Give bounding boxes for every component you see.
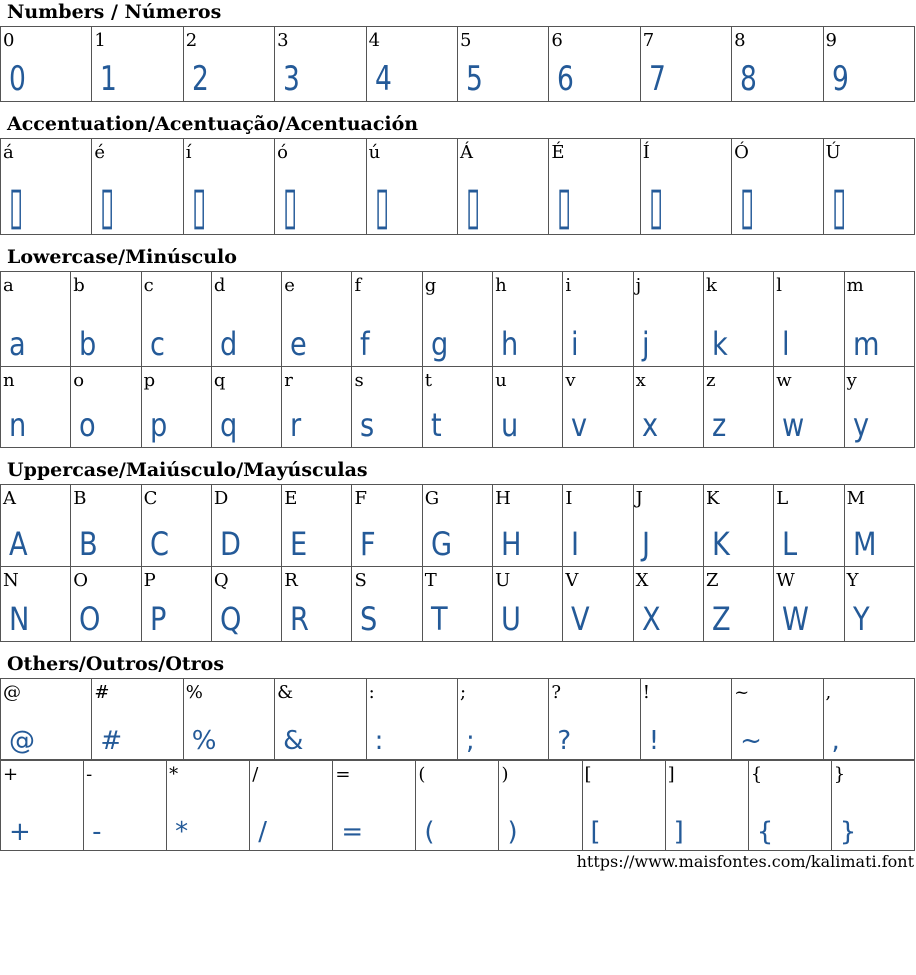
char-cell — [703, 485, 773, 567]
char-label: P — [143, 570, 156, 591]
char-cell — [549, 679, 640, 760]
char-glyph-sample: g — [430, 325, 449, 363]
char-label: A — [3, 488, 16, 509]
accentuation-grid — [0, 138, 915, 235]
char-cell — [703, 567, 773, 642]
char-glyph-sample: F — [360, 525, 377, 563]
char-cell — [633, 367, 703, 448]
char-glyph-sample: ▯ — [283, 176, 298, 235]
char-glyph-sample: A — [9, 525, 28, 563]
char-glyph-sample: 0 — [9, 59, 26, 99]
lowercase-grid — [0, 271, 915, 448]
char-label: ú — [368, 142, 381, 163]
char-cell — [275, 679, 366, 760]
char-cell — [823, 27, 914, 102]
char-label: ! — [642, 682, 650, 703]
char-glyph-sample: p — [149, 406, 167, 444]
char-cell — [563, 567, 633, 642]
char-label: Ó — [734, 142, 749, 163]
char-glyph-sample: d — [219, 325, 238, 363]
char-glyph-sample: 1 — [100, 59, 118, 99]
char-label: r — [284, 370, 293, 391]
char-label: : — [368, 682, 375, 703]
char-label: k — [705, 275, 717, 296]
char-glyph-sample: u — [501, 406, 519, 444]
char-cell — [823, 679, 914, 760]
char-glyph-sample: l — [782, 325, 790, 363]
char-cell — [844, 567, 914, 642]
char-glyph-sample: v — [571, 406, 588, 444]
char-glyph-sample: ▯ — [191, 176, 207, 235]
char-glyph-sample: 5 — [465, 59, 483, 99]
char-label: [ — [584, 764, 592, 785]
char-label: S — [354, 570, 367, 591]
char-label: } — [833, 764, 846, 785]
char-label: 6 — [551, 30, 563, 51]
char-glyph-sample: ( — [424, 817, 435, 847]
char-cell — [774, 485, 844, 567]
char-glyph-sample: L — [782, 525, 798, 563]
char-glyph-sample: 8 — [740, 59, 758, 99]
char-glyph-sample: R — [290, 600, 310, 638]
char-label: K — [705, 488, 720, 509]
char-cell — [703, 367, 773, 448]
char-label: 8 — [734, 30, 746, 51]
char-glyph-sample: Q — [219, 600, 242, 638]
char-cell — [831, 761, 914, 851]
char-label: i — [565, 275, 572, 296]
char-cell — [1, 272, 71, 367]
char-cell — [732, 27, 823, 102]
char-cell — [422, 485, 492, 567]
char-label: D — [213, 488, 229, 509]
char-glyph-sample: [ — [590, 817, 601, 847]
char-cell — [563, 367, 633, 448]
char-cell — [457, 27, 548, 102]
char-cell — [141, 567, 211, 642]
char-cell — [92, 139, 183, 235]
char-glyph-sample: U — [501, 600, 521, 638]
char-label: á — [3, 142, 14, 163]
char-cell — [282, 272, 352, 367]
others-title: Others/Outros/Otros — [7, 653, 225, 675]
char-label: p — [143, 370, 156, 391]
char-glyph-sample: n — [9, 406, 27, 444]
char-cell — [844, 367, 914, 448]
lowercase-row-2 — [1, 367, 915, 448]
char-glyph-sample: a — [9, 325, 26, 363]
char-label: n — [3, 370, 15, 391]
char-cell — [92, 679, 183, 760]
char-glyph-sample: i — [571, 325, 579, 363]
char-label: l — [776, 275, 783, 296]
char-glyph-sample: ▯ — [9, 176, 24, 235]
char-glyph-sample: 6 — [557, 59, 575, 99]
char-glyph-sample: x — [641, 406, 658, 444]
char-glyph-sample: / — [258, 817, 267, 847]
lowercase-title: Lowercase/Minúsculo — [7, 246, 237, 268]
others-grid-1 — [0, 678, 915, 760]
char-cell — [352, 367, 422, 448]
char-cell — [167, 761, 250, 851]
char-glyph-sample: ▯ — [648, 176, 664, 235]
char-cell — [282, 485, 352, 567]
char-label: O — [73, 570, 89, 591]
char-label: j — [635, 275, 642, 296]
char-label: * — [169, 764, 179, 785]
char-glyph-sample: s — [360, 406, 375, 444]
numbers-title: Numbers / Números — [7, 1, 222, 23]
char-glyph-sample: w — [782, 406, 805, 444]
char-label: + — [3, 764, 19, 785]
char-glyph-sample: c — [149, 325, 165, 363]
char-cell — [640, 679, 731, 760]
char-cell — [211, 367, 281, 448]
char-glyph-sample: T — [430, 600, 448, 638]
char-glyph-sample: ; — [465, 726, 475, 756]
char-label: f — [354, 275, 362, 296]
char-glyph-sample: ] — [673, 817, 684, 847]
char-label: 7 — [642, 30, 655, 51]
numbers-grid — [0, 26, 915, 102]
char-glyph-sample: = — [341, 817, 364, 847]
char-glyph-sample: 7 — [648, 59, 666, 99]
char-label: L — [776, 488, 789, 509]
char-cell — [1, 27, 92, 102]
char-glyph-sample: ▯ — [100, 176, 115, 235]
char-glyph-sample: 2 — [191, 59, 209, 99]
uppercase-grid — [0, 484, 915, 642]
char-label: a — [3, 275, 14, 296]
char-label: 0 — [3, 30, 15, 51]
others-row-1 — [1, 679, 915, 760]
char-glyph-sample: Y — [852, 600, 870, 638]
char-glyph-sample: @ — [9, 726, 35, 756]
char-glyph-sample: + — [9, 817, 31, 847]
char-cell — [774, 272, 844, 367]
char-cell — [211, 485, 281, 567]
char-label: e — [284, 275, 295, 296]
char-cell — [141, 485, 211, 567]
char-glyph-sample: f — [360, 325, 371, 363]
accentuation-title: Accentuation/Acentuação/Acentuación — [7, 113, 419, 135]
char-label: t — [424, 370, 433, 391]
char-glyph-sample: O — [79, 600, 101, 638]
char-label: b — [73, 275, 85, 296]
char-glyph-sample: % — [191, 726, 217, 756]
char-label: d — [213, 275, 226, 296]
char-cell — [499, 761, 582, 851]
char-glyph-sample: ? — [557, 726, 572, 756]
char-label: Á — [459, 142, 473, 163]
char-label: / — [252, 764, 259, 785]
char-glyph-sample: 4 — [374, 59, 392, 99]
char-glyph-sample: & — [283, 726, 304, 756]
char-label: J — [635, 488, 643, 509]
char-cell — [211, 567, 281, 642]
char-glyph-sample: ▯ — [374, 176, 389, 235]
char-label: E — [284, 488, 298, 509]
char-cell — [640, 139, 731, 235]
char-label: T — [424, 570, 437, 591]
char-label: Í — [642, 142, 650, 163]
char-cell — [275, 27, 366, 102]
char-glyph-sample: ▯ — [740, 176, 755, 235]
char-cell — [92, 27, 183, 102]
char-cell — [640, 27, 731, 102]
char-glyph-sample: t — [430, 406, 442, 444]
char-cell — [1, 761, 84, 851]
char-label: 4 — [368, 30, 381, 51]
char-label: W — [776, 570, 795, 591]
char-glyph-sample: B — [79, 525, 98, 563]
char-glyph-sample: } — [839, 817, 857, 847]
char-cell — [250, 761, 333, 851]
char-glyph-sample: N — [9, 600, 30, 638]
char-label: 5 — [459, 30, 472, 51]
char-cell — [549, 27, 640, 102]
char-label: H — [495, 488, 511, 509]
char-label: g — [424, 275, 437, 296]
char-label: M — [846, 488, 865, 509]
char-label: í — [185, 142, 192, 163]
char-cell — [183, 139, 274, 235]
char-cell — [633, 485, 703, 567]
char-cell — [211, 272, 281, 367]
numbers-row — [1, 27, 915, 102]
char-label: & — [277, 682, 294, 703]
char-cell — [141, 272, 211, 367]
char-cell — [422, 567, 492, 642]
char-cell — [1, 139, 92, 235]
char-cell — [844, 272, 914, 367]
char-cell — [633, 272, 703, 367]
char-glyph-sample: { — [756, 817, 774, 847]
char-cell — [416, 761, 499, 851]
char-label: { — [750, 764, 763, 785]
char-cell — [366, 27, 457, 102]
char-glyph-sample: h — [501, 325, 519, 363]
char-cell — [333, 761, 416, 851]
char-glyph-sample: I — [571, 525, 580, 563]
char-cell — [563, 485, 633, 567]
char-cell — [71, 367, 141, 448]
char-label: Z — [705, 570, 719, 591]
char-glyph-sample: , — [831, 726, 840, 756]
char-glyph-sample: q — [219, 406, 238, 444]
char-cell — [774, 567, 844, 642]
char-label: G — [424, 488, 440, 509]
char-label: V — [565, 570, 579, 591]
char-label: h — [495, 275, 507, 296]
char-label: B — [73, 488, 87, 509]
char-label: o — [73, 370, 85, 391]
char-glyph-sample: P — [149, 600, 166, 638]
char-cell — [563, 272, 633, 367]
char-label: s — [354, 370, 364, 391]
char-glyph-sample: G — [430, 525, 452, 563]
char-glyph-sample: ▯ — [465, 176, 481, 235]
uppercase-row-2 — [1, 567, 915, 642]
char-glyph-sample: 9 — [831, 59, 849, 99]
char-cell — [844, 485, 914, 567]
char-cell — [422, 367, 492, 448]
char-glyph-sample: ▯ — [557, 176, 572, 235]
others-grid-2 — [0, 760, 915, 851]
char-glyph-sample: ! — [648, 726, 660, 756]
char-glyph-sample: S — [360, 600, 378, 638]
uppercase-title: Uppercase/Maiúsculo/Mayúsculas — [7, 459, 368, 481]
char-cell — [1, 679, 92, 760]
char-label: m — [846, 275, 864, 296]
char-cell — [141, 367, 211, 448]
char-cell — [422, 272, 492, 367]
char-label: u — [495, 370, 507, 391]
char-label: C — [143, 488, 158, 509]
char-cell — [183, 679, 274, 760]
char-cell — [1, 567, 71, 642]
char-glyph-sample: H — [501, 525, 522, 563]
char-cell — [282, 367, 352, 448]
char-label: Ú — [825, 142, 841, 163]
char-label: @ — [3, 682, 21, 703]
char-cell — [549, 139, 640, 235]
char-cell — [352, 485, 422, 567]
char-label: z — [705, 370, 716, 391]
char-label: 9 — [825, 30, 837, 51]
char-label: - — [86, 764, 93, 785]
uppercase-row-1 — [1, 485, 915, 567]
char-cell — [457, 139, 548, 235]
char-cell — [183, 27, 274, 102]
char-cell — [366, 679, 457, 760]
char-glyph-sample: M — [852, 525, 877, 563]
char-glyph-sample: b — [79, 325, 97, 363]
char-label: q — [213, 370, 226, 391]
char-label: v — [565, 370, 576, 391]
char-cell — [84, 761, 167, 851]
char-label: 1 — [94, 30, 106, 51]
char-glyph-sample: - — [92, 817, 102, 847]
char-glyph-sample: W — [782, 600, 810, 638]
char-label: , — [825, 682, 832, 703]
char-cell — [352, 272, 422, 367]
char-glyph-sample: ~ — [740, 726, 762, 756]
char-glyph-sample: 3 — [283, 59, 301, 99]
lowercase-row-1 — [1, 272, 915, 367]
char-cell — [703, 272, 773, 367]
char-glyph-sample: X — [641, 600, 661, 638]
char-cell — [1, 367, 71, 448]
char-label: Q — [213, 570, 229, 591]
char-glyph-sample: z — [711, 406, 727, 444]
char-glyph-sample: E — [290, 525, 308, 563]
char-cell — [493, 272, 563, 367]
char-glyph-sample: * — [175, 817, 189, 847]
char-label: ? — [551, 682, 561, 703]
char-cell — [633, 567, 703, 642]
char-cell — [71, 485, 141, 567]
char-label: ) — [501, 764, 509, 785]
char-label: ~ — [734, 682, 750, 703]
char-glyph-sample: y — [852, 406, 869, 444]
char-label: I — [565, 488, 573, 509]
char-label: ó — [277, 142, 289, 163]
char-label: ] — [667, 764, 675, 785]
char-cell — [275, 139, 366, 235]
char-cell — [665, 761, 748, 851]
char-cell — [732, 679, 823, 760]
char-glyph-sample: j — [641, 325, 650, 363]
char-cell — [366, 139, 457, 235]
char-label: ; — [459, 682, 467, 703]
footer-url-link[interactable]: https://www.maisfontes.com/kalimati.font — [576, 852, 914, 871]
char-cell — [732, 139, 823, 235]
char-label: É — [551, 142, 565, 163]
char-glyph-sample: C — [149, 525, 169, 563]
others-row-2 — [1, 761, 915, 851]
char-glyph-sample: V — [571, 600, 590, 638]
char-cell — [774, 367, 844, 448]
char-cell — [493, 485, 563, 567]
char-label: c — [143, 275, 154, 296]
char-cell — [493, 367, 563, 448]
char-cell — [71, 272, 141, 367]
char-label: ( — [418, 764, 426, 785]
char-cell — [823, 139, 914, 235]
char-label: 2 — [185, 30, 198, 51]
char-label: é — [94, 142, 106, 163]
char-label: y — [846, 370, 857, 391]
char-label: U — [495, 570, 511, 591]
char-cell — [71, 567, 141, 642]
char-cell — [457, 679, 548, 760]
char-glyph-sample: ) — [507, 817, 518, 847]
char-label: = — [335, 764, 351, 785]
char-label: Y — [846, 570, 859, 591]
char-glyph-sample: r — [290, 406, 302, 444]
char-glyph-sample: : — [374, 726, 384, 756]
char-glyph-sample: Z — [711, 600, 731, 638]
char-label: # — [94, 682, 110, 703]
char-cell — [282, 567, 352, 642]
char-glyph-sample: K — [711, 525, 730, 563]
char-cell — [748, 761, 831, 851]
char-glyph-sample: o — [79, 406, 96, 444]
char-label: w — [776, 370, 792, 391]
char-cell — [1, 485, 71, 567]
char-label: % — [185, 682, 203, 703]
char-label: F — [354, 488, 367, 509]
char-cell — [493, 567, 563, 642]
char-label: R — [284, 570, 298, 591]
char-cell — [582, 761, 665, 851]
char-label: 3 — [277, 30, 289, 51]
char-glyph-sample: J — [641, 525, 650, 563]
char-glyph-sample: m — [852, 325, 880, 363]
char-glyph-sample: ▯ — [831, 176, 846, 235]
accentuation-row — [1, 139, 915, 235]
char-glyph-sample: D — [219, 525, 241, 563]
char-glyph-sample: k — [711, 325, 728, 363]
char-cell — [352, 567, 422, 642]
char-glyph-sample: # — [100, 726, 123, 756]
char-label: X — [635, 570, 649, 591]
char-glyph-sample: e — [290, 325, 307, 363]
char-label: N — [3, 570, 19, 591]
char-label: x — [635, 370, 646, 391]
